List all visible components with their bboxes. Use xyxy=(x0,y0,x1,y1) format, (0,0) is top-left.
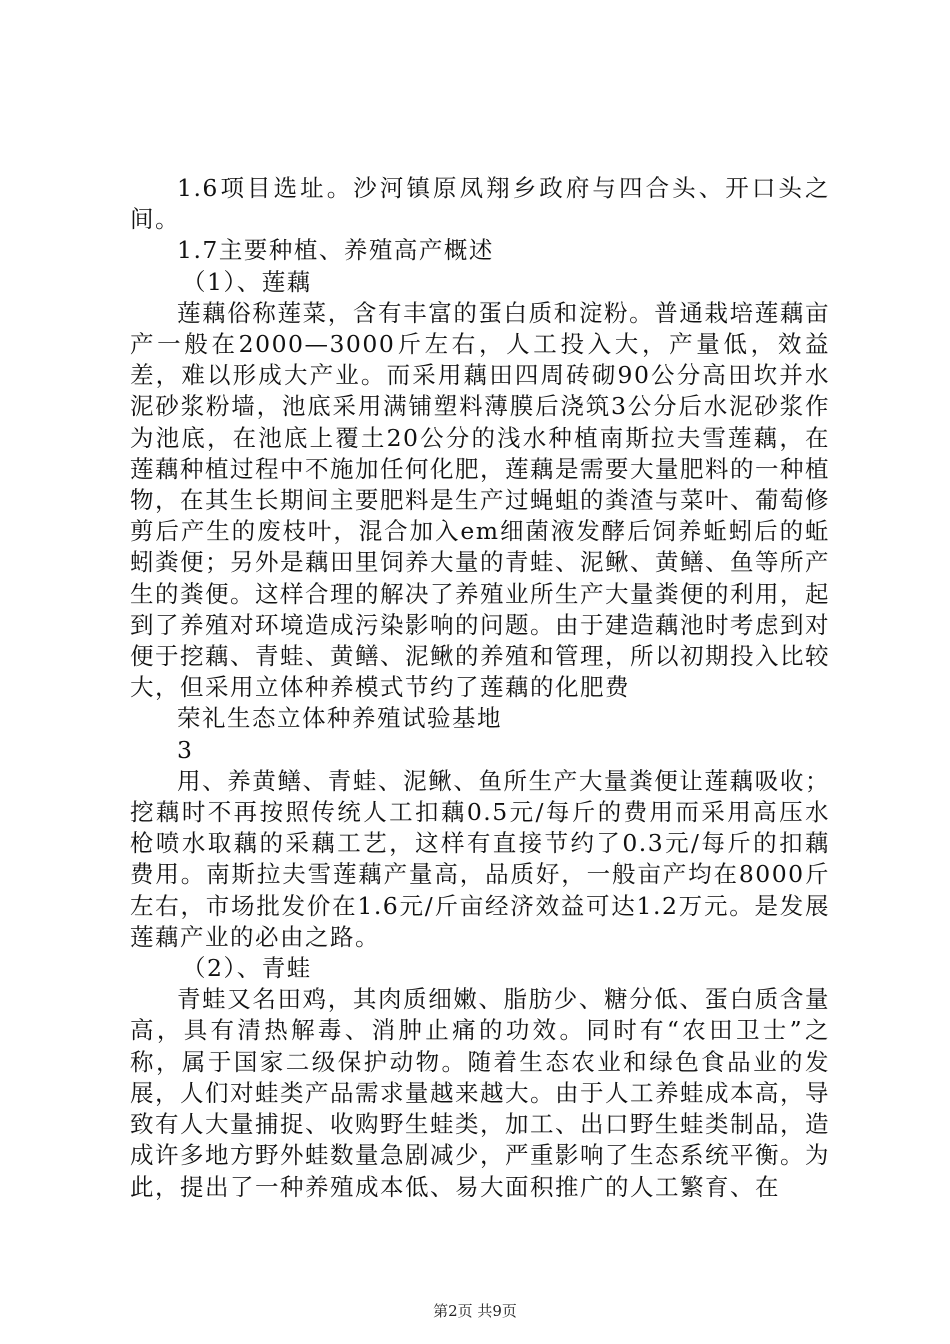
page-number-marker: 3 xyxy=(177,735,194,764)
subheading-frog: （2）、青蛙 xyxy=(182,954,312,983)
document-body xyxy=(130,173,830,1203)
paragraph-project-site: 1.6项目选址。沙河镇原凤翔乡政府与四合头、开口头之间。 xyxy=(130,174,830,234)
paragraph-lotus-root-continued: 用、养黄鳝、青蛙、泥鳅、鱼所生产大量粪便让莲藕吸收；挖藕时不再按照传统人工扣藕0.5元/每斤的费用而采用高压水枪喷水取藕的采藕工艺，这样有直接节约了0.3元/每斤的扣藕费用。南斯拉夫雪莲藕产量高，品质好，一般亩产均在8000斤左右，市场批发价在1.6元/斤亩经济效益可达1.2万元。是发展莲藕产业的必由之路。 xyxy=(130,766,830,951)
page-header-base-name: 荣礼生态立体种养殖试验基地 xyxy=(177,704,502,733)
paragraph-frog: 青蛙又名田鸡，其肉质细嫩、脂肪少、糖分低、蛋白质含量高，具有清热解毒、消肿止痛的功效。同时有“农田卫士”之称，属于国家二级保护动物。随着生态农业和绿色食品业的发展，人们对蛙类产品需求量越来越大。由于人工养蛙成本高，导致有人大量捕捉、收购野生蛙类，加工、出口野生蛙类制品，造成许多地方野外蛙数量急剧减少，严重影响了生态系统平衡。为此，提出了一种养殖成本低、易大面积推广的人工繁育、在 xyxy=(130,985,830,1201)
heading-section-1-7: 1.7主要种植、养殖高产概述 xyxy=(177,236,494,265)
paragraph-lotus-root: 莲藕俗称莲菜，含有丰富的蛋白质和淀粉。普通栽培莲藕亩产一般在2000—3000斤左右，人工投入大，产量低，效益差，难以形成大产业。而采用藕田四周砖砌90公分高田坎并水泥砂浆粉墙，池底采用满铺塑料薄膜后浇筑3公分后水泥砂浆作为池底，在池底上覆土20公分的浅水种植南斯拉夫雪莲藕，在莲藕种植过程中不施加任何化肥，莲藕是需要大量肥料的一种植物，在其生长期间主要肥料是生产过蝇蛆的粪渣与菜叶、葡萄修剪后产生的废枝叶，混合加入em细菌液发酵后饲养蚯蚓后的蚯蚓粪便；另外是藕田里饲养大量的青蛙、泥鳅、黄鳝、鱼等所产生的粪便。这样合理的解决了养殖业所生产大量粪便的利用，起到了养殖对环境造成污染影响的问题。由于建造藕池时考虑到对便于挖藕、青蛙、黄鳝、泥鳅的养殖和管理，所以初期投入比较大，但采用立体种养模式节约了莲藕的化肥费 xyxy=(130,298,830,702)
page-footer: 第2页 共9页 xyxy=(433,1302,517,1320)
subheading-lotus-root: （1）、莲藕 xyxy=(182,267,312,296)
